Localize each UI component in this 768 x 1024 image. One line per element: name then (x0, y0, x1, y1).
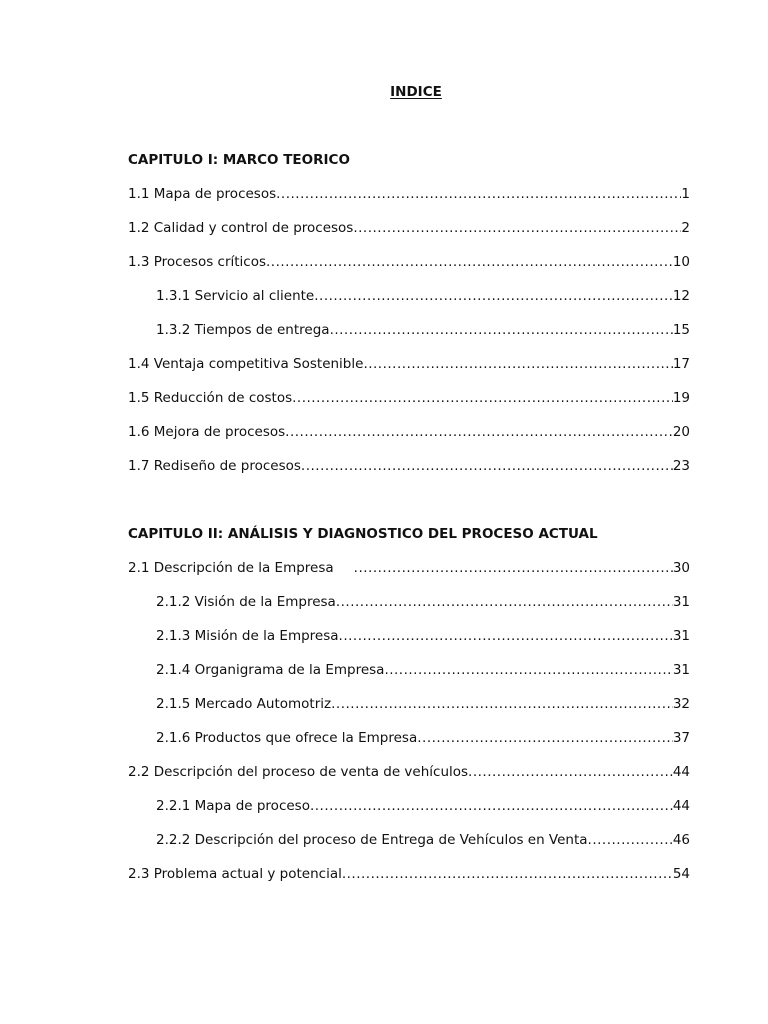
chapter-2-heading: CAPITULO II: ANÁLISIS Y DIAGNOSTICO DEL PROCESO ACTUAL (128, 526, 598, 542)
toc-entry-2-2-2 (156, 832, 690, 852)
toc-entry-page: 1 (681, 186, 690, 202)
dot-leader (354, 560, 673, 576)
toc-entry-text: 2.1.4 Organigrama de la Empresa (156, 662, 385, 678)
toc-entry-text: 2.2.1 Mapa de proceso (156, 798, 310, 814)
toc-entry-1-4 (128, 356, 690, 376)
toc-entry-page: 31 (672, 594, 690, 610)
toc-entry-text: 2.2.2 Descripción del proceso de Entrega de Vehículos en Venta (156, 832, 588, 848)
toc-entry-text: 2.1 Descripción de la Empresa (128, 560, 334, 576)
toc-entry-text: 1.6 Mejora de procesos (128, 424, 286, 440)
dot-leader (363, 356, 672, 372)
toc-entry-page: 2 (681, 220, 690, 236)
toc-entry-page: 12 (672, 288, 690, 304)
dot-leader (266, 254, 673, 270)
toc-entry-page: 32 (672, 696, 690, 712)
toc-entry-page: 46 (672, 832, 690, 848)
toc-entry-2-1-6 (156, 730, 690, 750)
toc-entry-page: 10 (672, 254, 690, 270)
dot-leader (468, 764, 673, 780)
toc-entry-page: 44 (672, 798, 690, 814)
dot-leader (384, 662, 672, 678)
toc-entry-page: 44 (672, 764, 690, 780)
toc-entry-page: 31 (672, 628, 690, 644)
toc-entry-text: 2.1.3 Misión de la Empresa (156, 628, 339, 644)
toc-entry-page: 17 (672, 356, 690, 372)
toc-entry-page: 37 (672, 730, 690, 746)
dot-leader (314, 288, 673, 304)
dot-leader (342, 866, 673, 882)
toc-entry-1-3-2 (156, 322, 690, 342)
toc-entry-2-1-4 (156, 662, 690, 682)
toc-entry-2-1-5 (156, 696, 690, 716)
toc-entry-page: 30 (672, 560, 690, 576)
dot-leader (310, 798, 673, 814)
toc-entry-2-2-1 (156, 798, 690, 818)
toc-entry-2-1 (128, 560, 690, 580)
toc-entry-page: 20 (672, 424, 690, 440)
toc-entry-text: 1.3 Procesos críticos (128, 254, 267, 270)
toc-entry-1-7 (128, 458, 690, 478)
toc-entry-1-2 (128, 220, 690, 240)
toc-entry-page: 19 (672, 390, 690, 406)
dot-leader (339, 628, 673, 644)
toc-entry-text: 2.1.6 Productos que ofrece la Empresa (156, 730, 418, 746)
toc-entry-2-1-3 (156, 628, 690, 648)
dot-leader (331, 696, 673, 712)
toc-entry-text: 1.5 Reducción de costos (128, 390, 293, 406)
toc-entry-2-2 (128, 764, 690, 784)
dot-leader (292, 390, 673, 406)
toc-entry-text: 1.4 Ventaja competitiva Sostenible (128, 356, 364, 372)
toc-entry-page: 31 (672, 662, 690, 678)
toc-entry-1-3-1 (156, 288, 690, 308)
toc-entry-text: 1.7 Rediseño de procesos (128, 458, 301, 474)
toc-entry-text: 2.1.5 Mercado Automotriz (156, 696, 332, 712)
toc-entry-2-1-2 (156, 594, 690, 614)
toc-entry-text: 2.1.2 Visión de la Empresa (156, 594, 336, 610)
toc-entry-page: 15 (672, 322, 690, 338)
toc-entry-1-6 (128, 424, 690, 444)
dot-leader (301, 458, 673, 474)
toc-entry-text: 1.1 Mapa de procesos (128, 186, 277, 202)
dot-leader (417, 730, 673, 746)
dot-leader (336, 594, 673, 610)
toc-entry-page: 54 (672, 866, 690, 882)
toc-entry-1-5 (128, 390, 690, 410)
dot-leader (353, 220, 681, 236)
toc-entry-1-1 (128, 186, 690, 206)
toc-entry-text: 1.3.1 Servicio al cliente (156, 288, 315, 304)
toc-entry-text: 1.2 Calidad y control de procesos (128, 220, 354, 236)
dot-leader (330, 322, 673, 338)
toc-entry-text: 1.3.2 Tiempos de entrega (156, 322, 330, 338)
toc-entry-text: 2.3 Problema actual y potencial (128, 866, 342, 882)
dot-leader (276, 186, 681, 202)
dot-leader (285, 424, 673, 440)
toc-entry-text: 2.2 Descripción del proceso de venta de vehículos (128, 764, 469, 780)
toc-entry-page: 23 (672, 458, 690, 474)
index-title: INDICE (390, 84, 442, 100)
dot-leader (588, 832, 673, 848)
toc-entry-2-3 (128, 866, 690, 886)
chapter-1-heading: CAPITULO I: MARCO TEORICO (128, 152, 350, 168)
toc-entry-1-3 (128, 254, 690, 274)
